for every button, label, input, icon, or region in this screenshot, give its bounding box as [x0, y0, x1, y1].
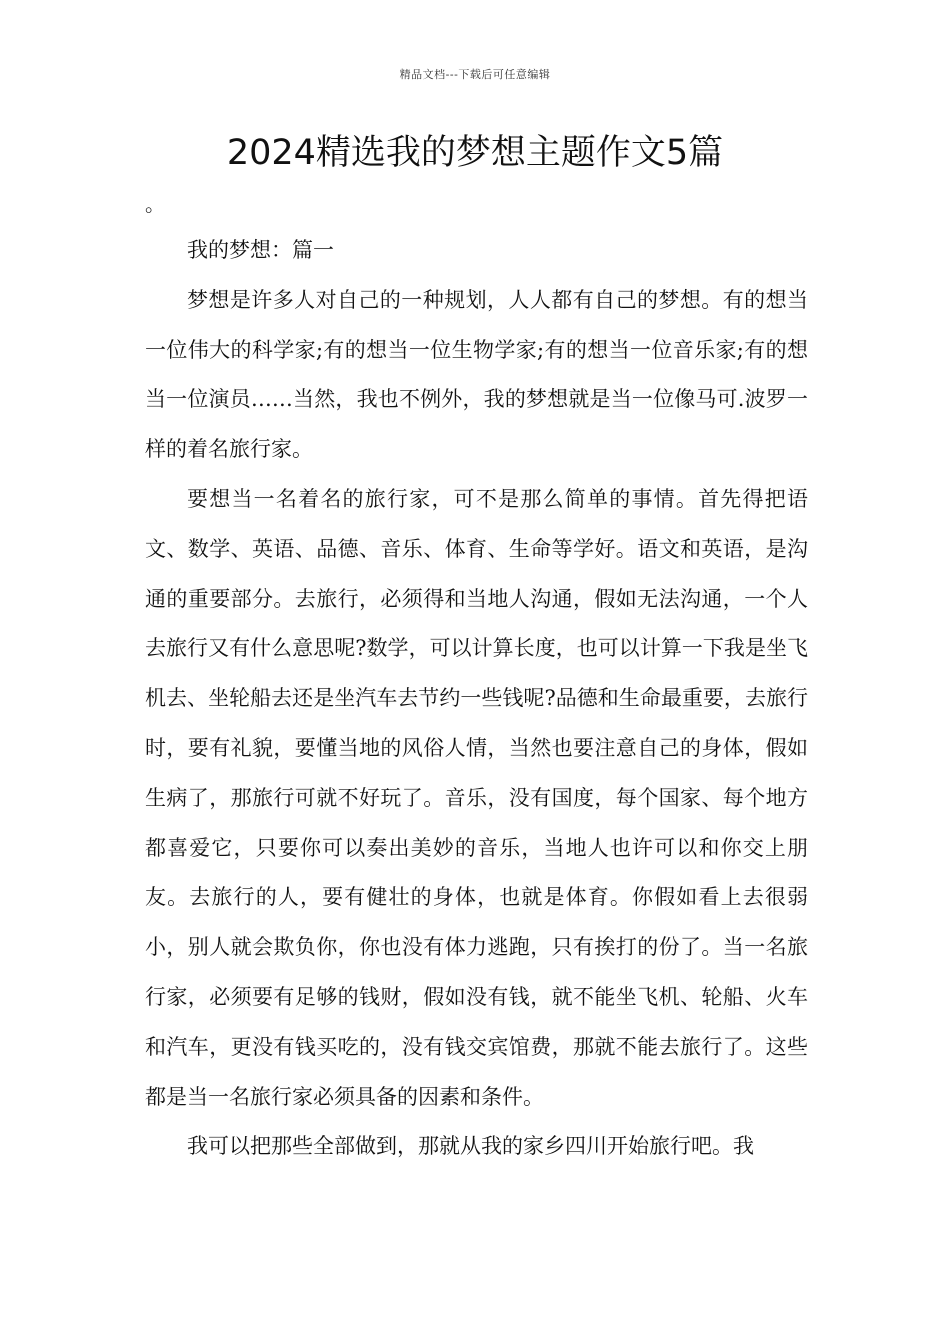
document-body: [145, 226, 808, 1172]
intro-mark: 。: [145, 192, 165, 216]
paragraph-2: 要想当一名着名的旅行家，可不是那么简单的事情。首先得把语文、数学、英语、品德、音乐、体育、生命等学好。语文和英语，是沟通的重要部分。去旅行，必须得和当地人沟通，假如无法沟通，一个人去旅行又有什么意思呢?数学，可以计算长度，也可以计算一下我是坐飞机去、坐轮船去还是坐汽车去节约一些钱呢?品德和生命最重要，去旅行时，要有礼貌，要懂当地的风俗人情，当然也要注意自己的身体，假如生病了，那旅行可就不好玩了。音乐，没有国度，每个国家、每个地方都喜爱它，只要你可以奏出美妙的音乐，当地人也许可以和你交上朋友。去旅行的人，要有健壮的身体，也就是体育。你假如看上去很弱小，别人就会欺负你，你也没有体力逃跑，只有挨打的份了。当一名旅行家，必须要有足够的钱财，假如没有钱，就不能坐飞机、轮船、火车和汽车，更没有钱买吃的，没有钱交宾馆费，那就不能去旅行了。这些都是当一名旅行家必须具备的因素和条件。: [145, 486, 808, 1109]
paragraph-3: 我可以把那些全部做到，那就从我的家乡四川开始旅行吧。我: [187, 1134, 754, 1159]
document-title: 2024精选我的梦想主题作文5篇: [226, 133, 724, 173]
section-heading: 我的梦想：篇一: [187, 238, 334, 262]
header-note: 精品文档---下载后可任意编辑: [399, 68, 551, 81]
paragraph-1: 梦想是许多人对自己的一种规划，人人都有自己的梦想。有的想当一位伟大的科学家;有的想当一位生物学家;有的想当一位音乐家;有的想当一位演员……当然，我也不例外，我的梦想就是当一位像马可.波罗一样的着名旅行家。: [145, 287, 808, 462]
